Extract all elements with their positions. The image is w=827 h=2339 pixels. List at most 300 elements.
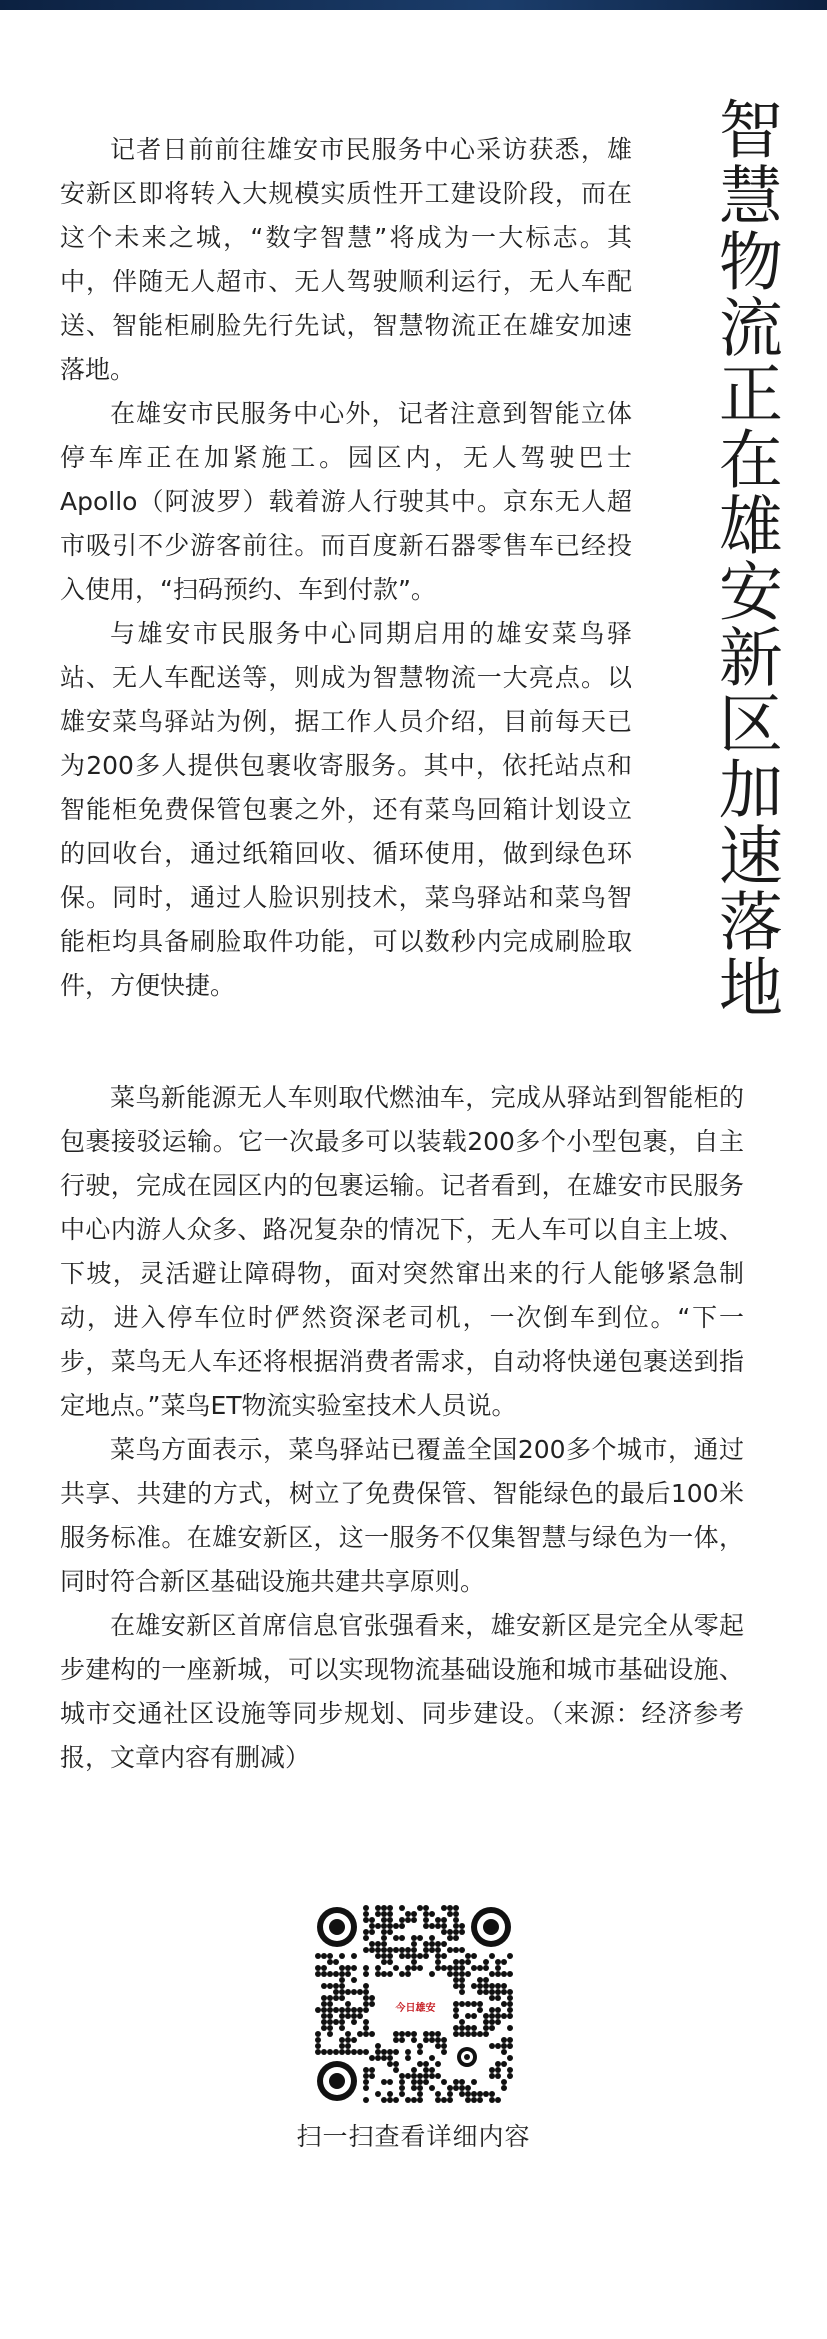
qr-module <box>363 2097 369 2103</box>
qr-module <box>315 2037 321 2043</box>
qr-module <box>459 1977 465 1983</box>
qr-module <box>345 2007 351 2013</box>
qr-module <box>429 1923 435 1929</box>
qr-module <box>453 1971 459 1977</box>
qr-module <box>405 1911 411 1917</box>
qr-module <box>387 1911 393 1917</box>
paragraph-2: 在雄安市民服务中心外，记者注意到智能立体停车库正在加紧施工。园区内，无人驾驶巴士Apollo（阿波罗）载着游人行驶其中。京东无人超市吸引不少游客前往。而百度新石器零售车已经投入使用，“扫码预约、车到付款”。 <box>60 399 632 604</box>
qr-module <box>405 2055 411 2061</box>
qr-module <box>501 2049 507 2055</box>
qr-module <box>363 2067 369 2073</box>
qr-module <box>477 2031 483 2037</box>
qr-module <box>471 1965 477 1971</box>
qr-module <box>369 1995 375 2001</box>
qr-module <box>495 2067 501 2073</box>
qr-module <box>489 2073 495 2079</box>
qr-module <box>501 2001 507 2007</box>
qr-module <box>369 2073 375 2079</box>
qr-module <box>459 2031 465 2037</box>
qr-module <box>381 2097 387 2103</box>
qr-module <box>399 1935 405 1941</box>
qr-module <box>483 1983 489 1989</box>
qr-module <box>417 2043 423 2049</box>
qr-module <box>411 2079 417 2085</box>
qr-module <box>405 2031 411 2037</box>
qr-module <box>375 1965 381 1971</box>
qr-module <box>351 1977 357 1983</box>
qr-module <box>459 1929 465 1935</box>
qr-module <box>441 1905 447 1911</box>
qr-module <box>465 2085 471 2091</box>
qr-module <box>459 2085 465 2091</box>
qr-module <box>453 2001 459 2007</box>
qr-module <box>453 1911 459 1917</box>
qr-section <box>0 1905 827 2153</box>
qr-module <box>441 1923 447 1929</box>
qr-module <box>435 2061 441 2067</box>
qr-module <box>363 2031 369 2037</box>
qr-module <box>507 2007 513 2013</box>
qr-module <box>387 2049 393 2055</box>
qr-module <box>489 1995 495 2001</box>
qr-module <box>411 1917 417 1923</box>
qr-module <box>429 2031 435 2037</box>
qr-module <box>345 2037 351 2043</box>
qr-module <box>423 1941 429 1947</box>
qr-module <box>435 1959 441 1965</box>
qr-module <box>483 1989 489 1995</box>
qr-module <box>357 2049 363 2055</box>
qr-module <box>381 2079 387 2085</box>
qr-module <box>453 1965 459 1971</box>
qr-module <box>471 1983 477 1989</box>
qr-module <box>453 1923 459 1929</box>
qr-code[interactable] <box>315 1905 513 2103</box>
qr-module <box>453 1959 459 1965</box>
qr-module <box>441 2043 447 2049</box>
qr-module <box>375 1971 381 1977</box>
qr-module <box>321 1995 327 2001</box>
qr-module <box>465 1953 471 1959</box>
qr-module <box>327 2001 333 2007</box>
qr-module <box>423 1905 429 1911</box>
qr-module <box>363 1965 369 1971</box>
qr-module <box>327 1971 333 1977</box>
qr-module <box>447 1905 453 1911</box>
qr-module <box>495 1983 501 1989</box>
qr-module <box>411 2073 417 2079</box>
qr-module <box>327 2031 333 2037</box>
qr-module <box>387 1971 393 1977</box>
qr-module <box>471 2031 477 2037</box>
qr-module <box>489 1983 495 1989</box>
qr-module <box>405 1917 411 1923</box>
qr-module <box>453 2025 459 2031</box>
qr-module <box>357 1989 363 1995</box>
qr-module <box>447 2091 453 2097</box>
qr-module <box>405 1953 411 1959</box>
qr-module <box>339 2019 345 2025</box>
qr-module <box>501 2061 507 2067</box>
qr-module <box>501 2013 507 2019</box>
qr-finder-top-left <box>317 1907 357 1947</box>
qr-module <box>375 2091 381 2097</box>
qr-module <box>321 2001 327 2007</box>
qr-module <box>459 2091 465 2097</box>
qr-module <box>453 1935 459 1941</box>
qr-module <box>501 2037 507 2043</box>
qr-module <box>441 1917 447 1923</box>
qr-module <box>423 1911 429 1917</box>
qr-module <box>435 2097 441 2103</box>
qr-module <box>339 2043 345 2049</box>
qr-module <box>333 1959 339 1965</box>
qr-module <box>459 1989 465 1995</box>
qr-module <box>393 1947 399 1953</box>
qr-module <box>489 2043 495 2049</box>
qr-module <box>321 2007 327 2013</box>
qr-module <box>315 2007 321 2013</box>
qr-module <box>489 1989 495 1995</box>
qr-module <box>393 1935 399 1941</box>
qr-module <box>495 2013 501 2019</box>
qr-module <box>345 1965 351 1971</box>
qr-module <box>447 1911 453 1917</box>
qr-module <box>399 1971 405 1977</box>
qr-module <box>477 1965 483 1971</box>
qr-module <box>339 1989 345 1995</box>
qr-module <box>369 2001 375 2007</box>
qr-module <box>417 2085 423 2091</box>
qr-module <box>411 1965 417 1971</box>
qr-module <box>399 1947 405 1953</box>
qr-module <box>459 2001 465 2007</box>
qr-module <box>327 2019 333 2025</box>
qr-module <box>315 1965 321 1971</box>
qr-module <box>435 2091 441 2097</box>
qr-module <box>333 2007 339 2013</box>
qr-module <box>489 2097 495 2103</box>
qr-module <box>477 2091 483 2097</box>
qr-module <box>489 2091 495 2097</box>
qr-module <box>459 2019 465 2025</box>
qr-module <box>477 2001 483 2007</box>
qr-module <box>507 1971 513 1977</box>
qr-module <box>483 1977 489 1983</box>
qr-module <box>471 2025 477 2031</box>
qr-module <box>405 1965 411 1971</box>
qr-module <box>327 1959 333 1965</box>
qr-module <box>381 1959 387 1965</box>
qr-module <box>387 1947 393 1953</box>
qr-module <box>387 2079 393 2085</box>
qr-module <box>381 1917 387 1923</box>
qr-module <box>363 1995 369 2001</box>
qr-module <box>393 2031 399 2037</box>
qr-module <box>429 2085 435 2091</box>
qr-module <box>483 2091 489 2097</box>
qr-module <box>381 1953 387 1959</box>
qr-module <box>465 2097 471 2103</box>
qr-module <box>435 1965 441 1971</box>
qr-module <box>423 1953 429 1959</box>
qr-module <box>393 1965 399 1971</box>
qr-module <box>459 1971 465 1977</box>
qr-module <box>393 2049 399 2055</box>
qr-module <box>363 2079 369 2085</box>
qr-module <box>369 1941 375 1947</box>
qr-module <box>375 1905 381 1911</box>
qr-module <box>465 1959 471 1965</box>
qr-module <box>411 2097 417 2103</box>
qr-module <box>501 2085 507 2091</box>
qr-module <box>471 2091 477 2097</box>
qr-module <box>441 1953 447 1959</box>
qr-module <box>369 2055 375 2061</box>
qr-module <box>465 2001 471 2007</box>
qr-module <box>381 1911 387 1917</box>
qr-module <box>489 1953 495 1959</box>
qr-module <box>375 2049 381 2055</box>
qr-module <box>321 1965 327 1971</box>
qr-module <box>327 2025 333 2031</box>
qr-module <box>411 1947 417 1953</box>
qr-module <box>495 1989 501 1995</box>
qr-module <box>399 1953 405 1959</box>
qr-module <box>447 1947 453 1953</box>
qr-module <box>351 2007 357 2013</box>
qr-module <box>489 2013 495 2019</box>
qr-module <box>441 2037 447 2043</box>
qr-module <box>381 1905 387 1911</box>
qr-module <box>381 1929 387 1935</box>
qr-module <box>333 1995 339 2001</box>
qr-module <box>351 2013 357 2019</box>
qr-module <box>387 1923 393 1929</box>
qr-module <box>453 1917 459 1923</box>
qr-module <box>393 2097 399 2103</box>
qr-module <box>447 1965 453 1971</box>
qr-module <box>321 2049 327 2055</box>
qr-module <box>465 1971 471 1977</box>
qr-module <box>375 2055 381 2061</box>
qr-module <box>321 2019 327 2025</box>
qr-module <box>495 2097 501 2103</box>
qr-module <box>411 2031 417 2037</box>
qr-module <box>435 2073 441 2079</box>
qr-module <box>417 2073 423 2079</box>
qr-module <box>495 2043 501 2049</box>
qr-module <box>363 2085 369 2091</box>
qr-module <box>477 1983 483 1989</box>
qr-module <box>453 1983 459 1989</box>
qr-finder-top-right <box>471 1907 511 1947</box>
qr-module <box>339 1965 345 1971</box>
qr-module <box>387 2091 393 2097</box>
qr-module <box>387 1959 393 1965</box>
qr-module <box>357 2007 363 2013</box>
qr-module <box>315 2031 321 2037</box>
qr-module <box>459 1947 465 1953</box>
qr-module <box>363 2049 369 2055</box>
qr-module <box>441 1965 447 1971</box>
qr-module <box>507 2013 513 2019</box>
qr-module <box>435 1917 441 1923</box>
qr-module <box>339 2007 345 2013</box>
qr-module <box>345 2013 351 2019</box>
qr-module <box>489 2007 495 2013</box>
qr-module <box>405 2073 411 2079</box>
qr-module <box>483 1959 489 1965</box>
qr-module <box>495 2061 501 2067</box>
qr-module <box>339 2037 345 2043</box>
qr-module <box>441 1929 447 1935</box>
qr-module <box>507 2025 513 2031</box>
qr-module <box>363 2073 369 2079</box>
qr-module <box>453 1905 459 1911</box>
qr-module <box>417 2079 423 2085</box>
qr-module <box>393 2037 399 2043</box>
qr-module <box>363 1917 369 1923</box>
qr-module <box>387 2061 393 2067</box>
qr-module <box>327 1995 333 2001</box>
qr-module <box>339 2013 345 2019</box>
qr-module <box>369 1947 375 1953</box>
qr-module <box>387 2055 393 2061</box>
qr-module <box>417 1935 423 1941</box>
qr-module <box>405 2097 411 2103</box>
qr-module <box>429 1935 435 1941</box>
qr-module <box>477 1989 483 1995</box>
qr-module <box>501 2079 507 2085</box>
qr-module <box>435 1953 441 1959</box>
qr-module <box>387 1905 393 1911</box>
qr-module <box>369 2067 375 2073</box>
qr-module <box>507 2067 513 2073</box>
qr-module <box>393 1923 399 1929</box>
qr-module <box>501 1971 507 1977</box>
qr-module <box>363 2001 369 2007</box>
qr-module <box>429 2055 435 2061</box>
qr-module <box>363 2007 369 2013</box>
qr-module <box>399 1905 405 1911</box>
qr-module <box>429 2067 435 2073</box>
qr-module <box>333 2049 339 2055</box>
qr-module <box>321 1953 327 1959</box>
article-body-upper <box>60 128 632 1008</box>
qr-module <box>423 2037 429 2043</box>
qr-module <box>459 1983 465 1989</box>
qr-module <box>375 1923 381 1929</box>
qr-logo: 今日雄安 <box>382 1984 450 2028</box>
qr-module <box>399 1917 405 1923</box>
qr-module <box>411 1959 417 1965</box>
qr-module <box>363 1947 369 1953</box>
qr-module <box>381 1923 387 1929</box>
qr-module <box>363 1911 369 1917</box>
qr-module <box>489 2019 495 2025</box>
qr-module <box>345 2031 351 2037</box>
qr-module <box>495 2007 501 2013</box>
qr-finder-bottom-left <box>317 2061 357 2101</box>
qr-module <box>405 1971 411 1977</box>
qr-module <box>339 1983 345 1989</box>
qr-module <box>339 1977 345 1983</box>
qr-module <box>375 1947 381 1953</box>
qr-module <box>495 1995 501 2001</box>
qr-module <box>423 1917 429 1923</box>
qr-module <box>369 1923 375 1929</box>
qr-module <box>357 2031 363 2037</box>
qr-module <box>507 2043 513 2049</box>
qr-module <box>363 2025 369 2031</box>
qr-module <box>441 2049 447 2055</box>
qr-module <box>489 1971 495 1977</box>
qr-module <box>453 2031 459 2037</box>
qr-module <box>429 1911 435 1917</box>
qr-module <box>321 2013 327 2019</box>
qr-module <box>405 1947 411 1953</box>
qr-module <box>459 2025 465 2031</box>
qr-module <box>417 2097 423 2103</box>
qr-module <box>507 1953 513 1959</box>
qr-module <box>429 2073 435 2079</box>
qr-module <box>453 2013 459 2019</box>
qr-module <box>351 2037 357 2043</box>
qr-module <box>405 2049 411 2055</box>
qr-module <box>495 1971 501 1977</box>
qr-module <box>411 2037 417 2043</box>
qr-module <box>429 2037 435 2043</box>
qr-module <box>495 1965 501 1971</box>
qr-module <box>417 2049 423 2055</box>
qr-module <box>435 1947 441 1953</box>
qr-module <box>507 2001 513 2007</box>
qr-module <box>423 2031 429 2037</box>
qr-module <box>423 2073 429 2079</box>
qr-module <box>387 2097 393 2103</box>
qr-module <box>381 1941 387 1947</box>
qr-module <box>333 1971 339 1977</box>
qr-module <box>501 1983 507 1989</box>
qr-module <box>423 2079 429 2085</box>
qr-module <box>417 2091 423 2097</box>
qr-module <box>423 1923 429 1929</box>
qr-module <box>447 1935 453 1941</box>
qr-module <box>411 1953 417 1959</box>
qr-module <box>381 1935 387 1941</box>
qr-module <box>399 2085 405 2091</box>
qr-module <box>363 1935 369 1941</box>
qr-module <box>399 2091 405 2097</box>
qr-module <box>315 1971 321 1977</box>
qr-module <box>495 2073 501 2079</box>
qr-module <box>417 1905 423 1911</box>
qr-module <box>399 2031 405 2037</box>
qr-module <box>345 2001 351 2007</box>
qr-module <box>351 2019 357 2025</box>
qr-module <box>477 1977 483 1983</box>
qr-module <box>435 1923 441 1929</box>
qr-module <box>357 2013 363 2019</box>
qr-module <box>375 1911 381 1917</box>
qr-module <box>459 1923 465 1929</box>
qr-module <box>363 1929 369 1935</box>
paragraph-5: 菜鸟方面表示，菜鸟驿站已覆盖全国200多个城市，通过共享、共建的方式，树立了免费保管、智能绿色的最后100米服务标准。在雄安新区，这一服务不仅集智慧与绿色为一体，同时符合新区基础设施共建共享原则。 <box>60 1435 744 1596</box>
qr-module <box>459 1965 465 1971</box>
qr-module <box>339 2049 345 2055</box>
qr-module <box>363 2019 369 2025</box>
